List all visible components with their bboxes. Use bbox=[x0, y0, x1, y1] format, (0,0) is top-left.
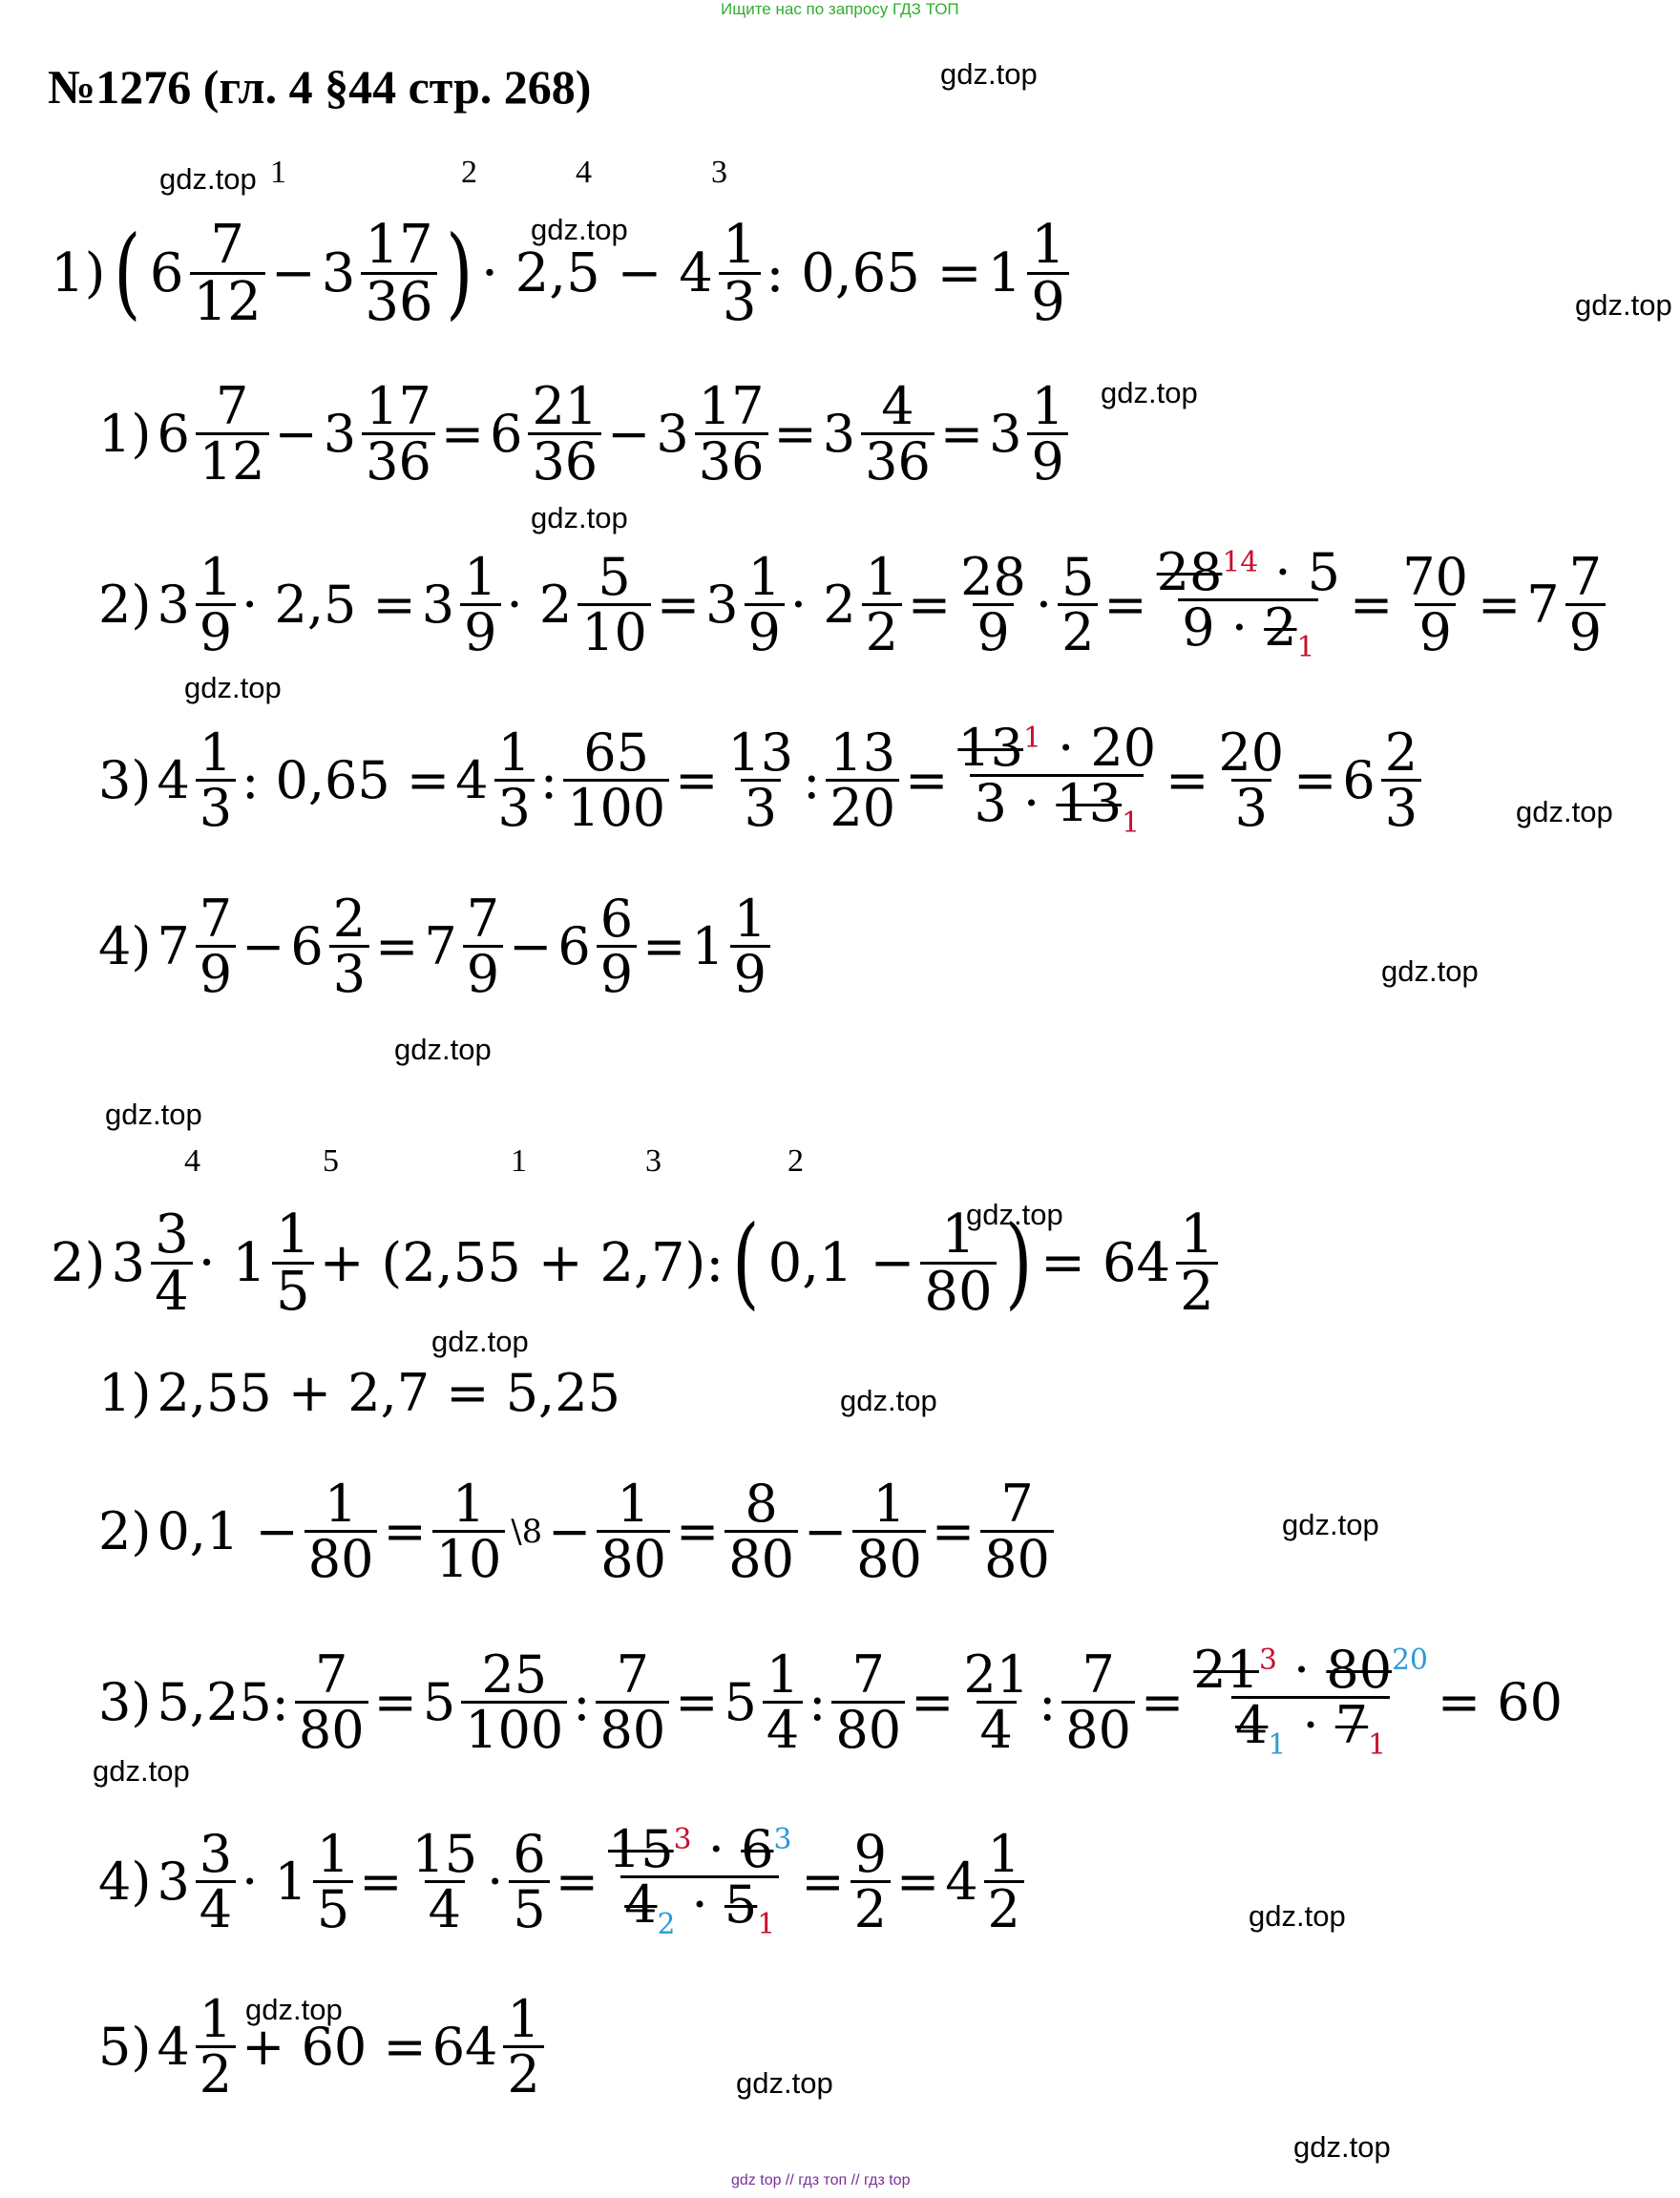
fraction: $\frac{21}{36}$ bbox=[528, 380, 601, 488]
task2-step-4: 4) 3 $\frac{3}{4}$ · 1 $\frac{1}{5}$ = $\frac{15}{4}$ · $\frac{6}{5}$ = $\frac{15^3 \cdot 6^3}{4_2 \cdot 5_1}$ = $\frac{9}{2}$ = 4 $\frac{1}{2}$ bbox=[95, 1823, 1027, 1939]
task2-expression: 2) 3 $\frac{3}{4}$ · 1 $\frac{1}{5}$ + (2,55 + 2,7): ( 0,1 − $\frac{1}{80}$ ) = 64 $\frac{1}{2}$ bbox=[48, 1207, 1221, 1319]
right-paren: ) bbox=[1004, 1205, 1033, 1321]
fraction: $\frac{70}{9}$ bbox=[1402, 546, 1468, 662]
watermark: gdz.top bbox=[1249, 1899, 1346, 1933]
page-title: №1276 (гл. 4 §44 стр. 268) bbox=[48, 60, 592, 114]
fraction: $\frac{1}{3}$ bbox=[196, 726, 236, 834]
fraction: $\frac{1}{10}$ bbox=[432, 1477, 506, 1585]
fraction: $\frac{5}{10}$ bbox=[578, 551, 651, 659]
fraction: $\frac{1}{2}$ bbox=[196, 1993, 236, 2101]
order-mark: 3 bbox=[645, 1143, 662, 1179]
cancellation-fraction: $\frac{21^3 \cdot 80^{20}}{4_1 \cdot 7_1}$ bbox=[1193, 1640, 1428, 1762]
watermark: gdz.top bbox=[1575, 288, 1672, 322]
search-banner[interactable]: Ищите нас по запросу ГДЗ ТОП bbox=[721, 0, 959, 18]
step-label: 4) bbox=[98, 916, 152, 977]
fraction: $\frac{1}{2}$ bbox=[862, 551, 902, 659]
step-label: 3) bbox=[98, 749, 152, 810]
order-mark: 5 bbox=[323, 1143, 339, 1179]
fraction: $\frac{6}{9}$ bbox=[597, 892, 637, 1000]
watermark: gdz.top bbox=[531, 213, 628, 246]
cancellation-fraction: $\frac{13^1 \cdot 20}{3 \cdot 13_1}$ bbox=[957, 718, 1157, 840]
watermark: gdz.top bbox=[840, 1384, 937, 1417]
task1-step-3: 3) 4 $\frac{1}{3}$ : 0,65 = 4 $\frac{1}{3}$ : $\frac{65}{100}$ = $\frac{13}{3}$ : $\frac{13}{20}$ = $\frac{13^1 \cdot 20}{3 \cdot 13_1}$ = $\frac{20}{3}$ = 6 $\frac{2}{3}$ bbox=[95, 722, 1424, 838]
whole-part: 3 bbox=[321, 242, 356, 305]
step-label: 2) bbox=[98, 1501, 152, 1562]
order-mark: 2 bbox=[461, 155, 477, 190]
watermark: gdz.top bbox=[184, 671, 282, 704]
order-mark: 4 bbox=[576, 155, 592, 190]
task2-step-3: 3) 5,25: $\frac{7}{80}$ = 5 $\frac{25}{100}$ : $\frac{7}{80}$ = 5 $\frac{1}{4}$ : $\frac{7}{80}$ = $\frac{21}{4}$ : $\frac{7}{80}$ = $\frac{21^3 \cdot 80^{20}}{4_1 \cdot 7_1}$ = 60 bbox=[95, 1643, 1565, 1760]
fraction: $\frac{2}{3}$ bbox=[329, 892, 369, 1000]
whole-part: 1 bbox=[987, 242, 1022, 305]
task1-step-4: 4) 7 $\frac{7}{9}$ − 6 $\frac{2}{3}$ = 7 $\frac{7}{9}$ − 6 $\frac{6}{9}$ = 1 $\frac{1}{9}$ bbox=[95, 892, 773, 1000]
watermark: gdz.top bbox=[1101, 376, 1198, 409]
fraction: $\frac{7}{80}$ bbox=[980, 1477, 1054, 1585]
fraction: $\frac{1}{9}$ bbox=[1027, 218, 1069, 329]
fraction: $\frac{17}{36}$ bbox=[695, 380, 768, 488]
fraction: $\frac{3}{4}$ bbox=[196, 1828, 236, 1936]
task-label: 2) bbox=[51, 1232, 106, 1295]
operator: · 2,5 − 4 bbox=[481, 242, 713, 305]
fraction: $\frac{28}{9}$ bbox=[960, 546, 1026, 662]
fraction: $\frac{5}{2}$ bbox=[1058, 551, 1098, 659]
watermark: gdz.top bbox=[736, 2066, 833, 2100]
step-label: 1) bbox=[98, 1363, 152, 1423]
fraction: $\frac{1}{2}$ bbox=[984, 1828, 1024, 1936]
watermark: gdz.top bbox=[394, 1033, 492, 1066]
fraction: $\frac{21}{4}$ bbox=[963, 1643, 1030, 1760]
fraction: $\frac{13}{3}$ bbox=[727, 722, 794, 838]
fraction: $\frac{1}{5}$ bbox=[313, 1828, 353, 1936]
task2-step-2: 2) 0,1 − $\frac{1}{80}$ = $\frac{1}{10}$ \8 − $\frac{1}{80}$ = $\frac{8}{80}$ − $\frac{1}{80}$ = $\frac{7}{80}$ bbox=[95, 1477, 1057, 1585]
fraction: $\frac{1}{80}$ bbox=[852, 1477, 926, 1585]
fraction: $\frac{9}{2}$ bbox=[850, 1828, 891, 1936]
step-label: 1) bbox=[98, 404, 152, 465]
order-mark: 1 bbox=[270, 155, 286, 190]
fraction: $\frac{17}{36}$ bbox=[362, 380, 435, 488]
fraction: $\frac{7}{80}$ bbox=[596, 1648, 669, 1756]
cancellation-fraction: $\frac{28^{14} \cdot 5}{9 \cdot 2_1}$ bbox=[1156, 542, 1341, 664]
watermark: gdz.top bbox=[1381, 954, 1479, 988]
fraction: $\frac{1}{9}$ bbox=[1027, 380, 1067, 488]
fraction: $\frac{7}{12}$ bbox=[190, 218, 265, 329]
task1-expression bbox=[48, 214, 1072, 334]
fraction: $\frac{1}{80}$ bbox=[597, 1477, 670, 1585]
fraction: $\frac{25}{100}$ bbox=[461, 1648, 567, 1756]
cancellation-fraction: $\frac{15^3 \cdot 6^3}{4_2 \cdot 5_1}$ bbox=[607, 1819, 792, 1941]
watermark: gdz.top bbox=[1293, 2130, 1391, 2164]
order-mark: 2 bbox=[788, 1143, 804, 1179]
fraction: $\frac{1}{4}$ bbox=[763, 1648, 803, 1756]
task2-step-5: 5) 4 $\frac{1}{2}$ + 60 = 64 $\frac{1}{2}$ bbox=[95, 1993, 547, 2101]
task1-step-2: 2) 3 $\frac{1}{9}$ · 2,5 = 3 $\frac{1}{9}$ · 2 $\frac{5}{10}$ = 3 $\frac{1}{9}$ · 2 $\frac{1}{2}$ = $\frac{28}{9}$ · $\frac{5}{2}$ = $\frac{28^{14} \cdot 5}{9 \cdot 2_1}$ = $\frac{70}{9}$ = 7 $\frac{7}{9}$ bbox=[95, 546, 1608, 662]
fraction: $\frac{1}{9}$ bbox=[745, 551, 785, 659]
fraction: $\frac{4}{36}$ bbox=[861, 380, 934, 488]
watermark: gdz.top bbox=[159, 162, 257, 196]
task2-step-1: 1) 2,55 + 2,7 = 5,25 bbox=[95, 1363, 623, 1423]
whole-part: 6 bbox=[149, 242, 184, 305]
watermark: gdz.top bbox=[531, 501, 628, 534]
fraction: $\frac{15}{4}$ bbox=[411, 1823, 478, 1939]
fraction: $\frac{6}{5}$ bbox=[509, 1828, 549, 1936]
left-paren: ( bbox=[114, 216, 141, 331]
fraction: $\frac{1}{3}$ bbox=[494, 726, 535, 834]
fraction: $\frac{20}{3}$ bbox=[1218, 722, 1285, 838]
fraction: $\frac{7}{9}$ bbox=[1565, 551, 1606, 659]
footer-links[interactable]: gdz top // гдз топ // гдз top bbox=[731, 2172, 911, 2188]
fraction: $\frac{7}{9}$ bbox=[196, 892, 236, 1000]
watermark: gdz.top bbox=[93, 1754, 190, 1788]
watermark: gdz.top bbox=[245, 1993, 343, 2026]
fraction: $\frac{7}{9}$ bbox=[463, 892, 503, 1000]
fraction: $\frac{13}{20}$ bbox=[826, 726, 899, 834]
fraction: $\frac{17}{36}$ bbox=[361, 218, 436, 329]
step-label: 5) bbox=[98, 2017, 152, 2078]
fraction: $\frac{7}{80}$ bbox=[295, 1648, 368, 1756]
fraction: $\frac{3}{4}$ bbox=[151, 1207, 193, 1319]
task1-step-1: 1) 6 $\frac{7}{12}$ − 3 $\frac{17}{36}$ = 6 $\frac{21}{36}$ − 3 $\frac{17}{36}$ = 3 $\frac{4}{36}$ = 3 $\frac{1}{9}$ bbox=[95, 380, 1071, 488]
operator: : 0,65 = bbox=[766, 242, 982, 305]
step-label: 2) bbox=[98, 574, 152, 635]
order-mark: 4 bbox=[184, 1143, 200, 1179]
fraction: $\frac{1}{2}$ bbox=[503, 1993, 543, 2101]
fraction: $\frac{1}{9}$ bbox=[196, 551, 236, 659]
right-paren: ) bbox=[445, 216, 472, 331]
watermark: gdz.top bbox=[1282, 1508, 1379, 1541]
fraction: $\frac{65}{100}$ bbox=[563, 726, 669, 834]
fraction: $\frac{8}{80}$ bbox=[724, 1477, 798, 1585]
left-paren: ( bbox=[732, 1205, 760, 1321]
watermark: gdz.top bbox=[431, 1325, 529, 1358]
order-mark: 1 bbox=[511, 1143, 527, 1179]
fraction: $\frac{1}{2}$ bbox=[1176, 1207, 1218, 1319]
step-label: 3) bbox=[98, 1671, 152, 1732]
fraction: $\frac{1}{80}$ bbox=[304, 1477, 378, 1585]
fraction: $\frac{2}{3}$ bbox=[1381, 726, 1421, 834]
fraction: $\frac{7}{80}$ bbox=[831, 1648, 905, 1756]
fraction: $\frac{1}{3}$ bbox=[719, 218, 761, 329]
fraction: $\frac{1}{80}$ bbox=[920, 1207, 996, 1319]
step-label: 4) bbox=[98, 1851, 152, 1912]
fraction: $\frac{7}{80}$ bbox=[1061, 1648, 1135, 1756]
watermark: gdz.top bbox=[1516, 795, 1613, 828]
watermark: gdz.top bbox=[940, 57, 1038, 91]
extension-factor-note: \8 bbox=[511, 1513, 542, 1551]
fraction: $\frac{1}{9}$ bbox=[460, 551, 500, 659]
operator: − bbox=[270, 242, 316, 305]
fraction: $\frac{1}{5}$ bbox=[272, 1207, 314, 1319]
watermark: gdz.top bbox=[966, 1198, 1063, 1231]
fraction: $\frac{1}{9}$ bbox=[730, 892, 770, 1000]
order-mark: 3 bbox=[711, 155, 727, 190]
fraction: $\frac{7}{12}$ bbox=[196, 380, 269, 488]
watermark: gdz.top bbox=[105, 1098, 202, 1131]
task-label: 1) bbox=[51, 242, 106, 305]
